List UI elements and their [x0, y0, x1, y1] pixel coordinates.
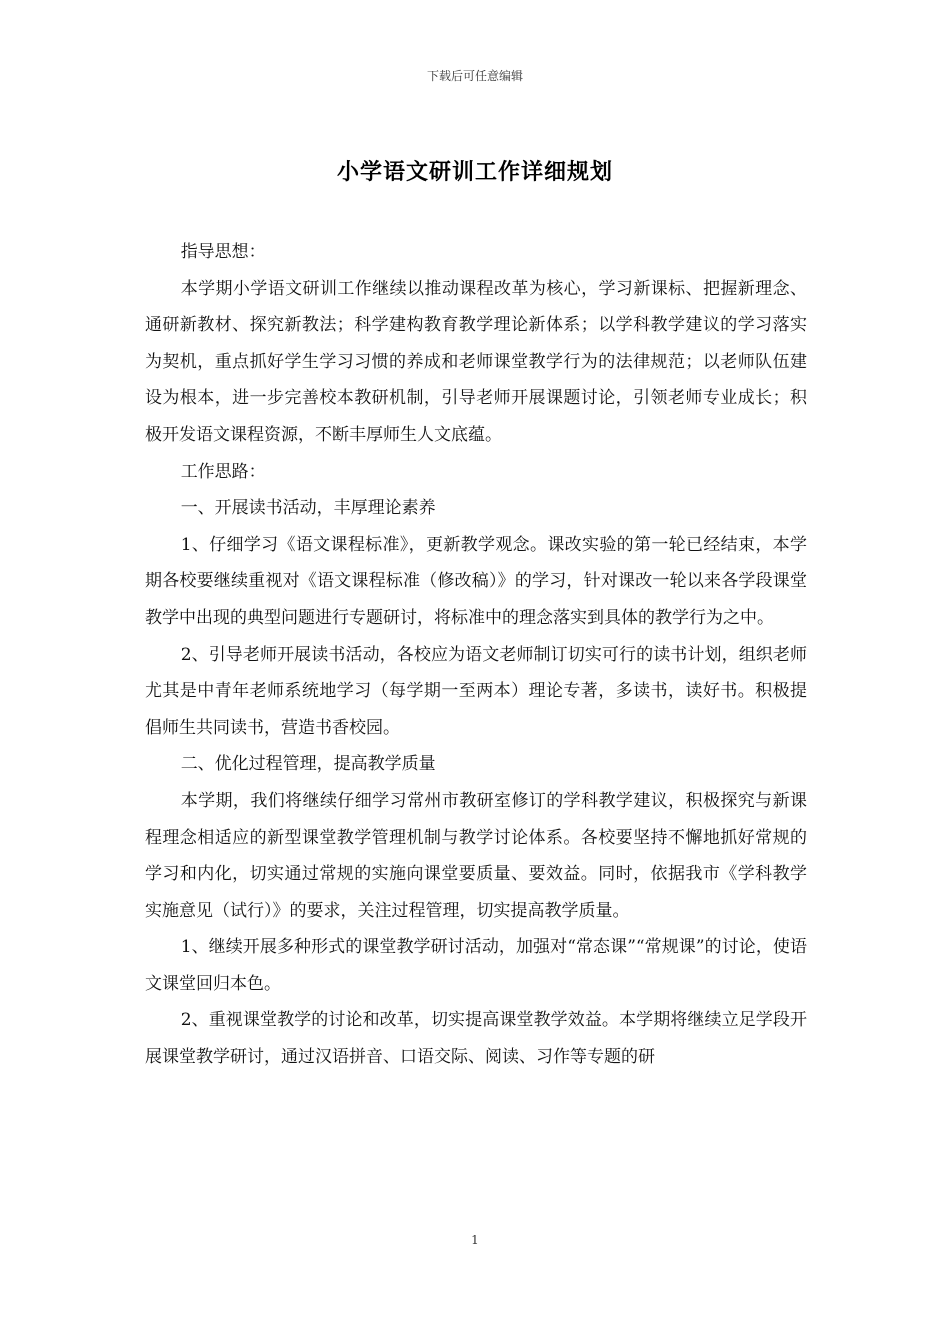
page-number: 1: [471, 1233, 479, 1247]
section-heading-1: 一、开展读书活动，丰厚理论素养: [180, 498, 436, 519]
paragraph-item-1-2: 2、引导老师开展读书活动，各校应为语文老师制订切实可行的读书计划，组织老师尤其是中青年老师系统地学习（每学期一至两本）理论专著，多读书，读好书。积极提倡师生共同读书，营造书香校园。: [145, 644, 807, 738]
document-body: [145, 234, 807, 1076]
paragraph-work-ideas-heading: 工作思路：: [180, 461, 266, 482]
paragraph-section-2-intro: 本学期，我们将继续仔细学习常州市教研室修订的学科教学建议，积极探究与新课程理念相适应的新型课堂教学管理机制与教学讨论体系。各校要坚持不懈地抓好常规的学习和内化，切实通过常规的实施向课堂要质量、要效益。同时，依据我市《学科教学实施意见（试行）》的要求，关注过程管理，切实提高教学质量。: [145, 790, 807, 921]
header-note: 下载后可任意编辑: [426, 69, 523, 83]
paragraph-item-2-1: 1、继续开展多种形式的课堂教学研讨活动，加强对“常态课”“常规课”的讨论，使语文课堂回归本色。: [145, 937, 807, 994]
section-heading-2: 二、优化过程管理，提高教学质量: [180, 754, 436, 775]
document-title: 小学语文研训工作详细规划: [336, 159, 613, 185]
paragraph-item-2-2: 2、重视课堂教学的讨论和改革，切实提高课堂教学效益。本学期将继续立足学段开展课堂教学研讨，通过汉语拼音、口语交际、阅读、习作等专题的研: [145, 1010, 807, 1068]
paragraph-guiding-ideology: 本学期小学语文研训工作继续以推动课程改革为核心，学习新课标、把握新理念、通研新教材、探究新教法；科学建构教育教学理论新体系；以学科教学建议的学习落实为契机，重点抓好学生学习习惯的养成和老师课堂教学行为的法律规范；以老师队伍建设为根本，进一步完善校本教研机制，引导老师开展课题讨论，引领老师专业成长；积极开发语文课程资源，不断丰厚师生人文底蕴。: [145, 278, 807, 445]
paragraph-item-1-1: 1、仔细学习《语文课程标准》，更新教学观念。课改实验的第一轮已经结束，本学期各校要继续重视对《语文课程标准（修改稿）》的学习，针对课改一轮以来各学段课堂教学中出现的典型问题进行专题研讨，将标准中的理念落实到具体的教学行为之中。: [145, 534, 807, 628]
paragraph-guiding-ideology-heading: 指导思想：: [180, 242, 266, 262]
